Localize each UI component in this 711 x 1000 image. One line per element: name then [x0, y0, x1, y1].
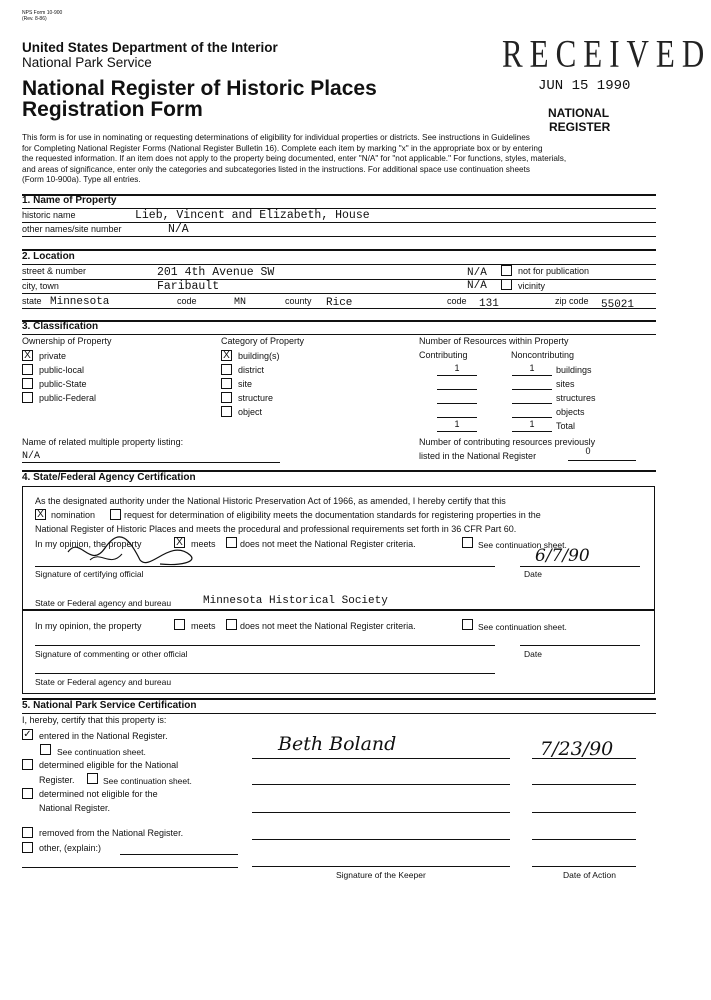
- section-2-title: 2. Location: [22, 251, 75, 262]
- keeper-signature-label: Signature of the Keeper: [336, 870, 426, 880]
- ownership-private-checkbox[interactable]: X: [22, 350, 33, 361]
- determined-eligible-label-1: determined eligible for the National: [39, 760, 179, 770]
- ownership-public-state-label: public-State: [39, 379, 87, 389]
- entered-label: entered in the National Register.: [39, 731, 168, 741]
- related-listing-label: Name of related multiple property listing:: [22, 437, 184, 447]
- sites-label: sites: [556, 379, 575, 389]
- category-buildings-checkbox[interactable]: X: [221, 350, 232, 361]
- state-value: Minnesota: [50, 296, 110, 308]
- county-code-value: 131: [479, 298, 499, 310]
- does-not-meet-label: does not meet the National Register criteria.: [240, 539, 416, 549]
- city-label: city, town: [22, 281, 59, 291]
- county-code-label: code: [447, 296, 467, 306]
- entered-checkbox[interactable]: ✓: [23, 729, 32, 740]
- opinion-text: In my opinion, the property: [35, 539, 142, 549]
- category-structure-checkbox[interactable]: [221, 392, 232, 403]
- stamp-received: RECEIVED: [502, 31, 711, 76]
- page-title: National Register of Historic Places: [22, 77, 377, 100]
- other-names-value: N/A: [168, 223, 189, 236]
- ownership-public-federal-checkbox[interactable]: [22, 392, 33, 403]
- request-determination-checkbox[interactable]: [110, 509, 121, 520]
- category-district-checkbox[interactable]: [221, 364, 232, 375]
- not-for-publication-checkbox[interactable]: [501, 265, 512, 276]
- cert-line-1: As the designated authority under the National Historic Preservation Act of 1966, as amended, I hereby certify that this: [35, 496, 506, 506]
- does-not-meet-2-checkbox[interactable]: [226, 619, 237, 630]
- zip-value: 55021: [601, 299, 635, 311]
- removed-checkbox[interactable]: [22, 827, 33, 838]
- buildings-contributing: 1: [454, 363, 460, 373]
- ownership-private-label: private: [39, 351, 67, 361]
- meets-2-checkbox[interactable]: [174, 619, 185, 630]
- agency-bureau-value: Minnesota Historical Society: [203, 595, 388, 607]
- does-not-meet-2-label: does not meet the National Register criteria.: [240, 621, 416, 631]
- meets-label: meets: [191, 539, 216, 549]
- keeper-certify-text: I, hereby, certify that this property is:: [22, 715, 167, 725]
- nomination-label: nomination: [51, 510, 96, 520]
- nomination-checkbox[interactable]: X: [35, 509, 46, 520]
- meets-2-label: meets: [191, 621, 216, 631]
- section-1-title: 1. Name of Property: [22, 195, 117, 206]
- department-name: United States Department of the Interior: [22, 40, 278, 55]
- street-label: street & number: [22, 266, 87, 276]
- street-value: 201 4th Avenue SW: [157, 266, 275, 279]
- not-eligible-label-1: determined not eligible for the: [39, 789, 158, 799]
- resources-label: Number of Resources within Property: [419, 336, 569, 346]
- category-structure-label: structure: [238, 393, 274, 403]
- previously-listed-value: 0: [585, 446, 591, 456]
- state-code-value: MN: [234, 297, 247, 308]
- total-label: Total: [556, 421, 576, 431]
- cert-line-3: National Register of Historic Places and meets the procedural and professional requirements set forth in 36 CFR Part 60.: [35, 524, 517, 534]
- city-na: N/A: [467, 280, 487, 292]
- determined-eligible-checkbox[interactable]: [22, 759, 33, 770]
- agency-bureau-label: State or Federal agency and bureau: [35, 598, 172, 608]
- date-of-action-label: Date of Action: [563, 870, 616, 880]
- state-code-label: code: [177, 296, 197, 306]
- continuation-sheet-2-checkbox[interactable]: [462, 619, 473, 630]
- stamp-date: JUN 15 1990: [538, 78, 631, 94]
- see-continuation-1-checkbox[interactable]: [40, 744, 51, 755]
- vicinity-checkbox[interactable]: [501, 279, 512, 290]
- see-continuation-2-label: See continuation sheet.: [103, 776, 192, 786]
- total-noncontributing: 1: [529, 419, 535, 429]
- objects-label: objects: [556, 407, 585, 417]
- page-subtitle: Registration Form: [22, 98, 203, 121]
- action-date: 7/23/90: [540, 738, 614, 760]
- see-continuation-2-checkbox[interactable]: [87, 773, 98, 784]
- category-site-label: site: [238, 379, 253, 389]
- county-value: Rice: [326, 297, 353, 309]
- other-checkbox[interactable]: [22, 842, 33, 853]
- category-label: Category of Property: [221, 336, 305, 346]
- ownership-label: Ownership of Property: [22, 336, 112, 346]
- total-contributing: 1: [454, 419, 460, 429]
- previously-listed-label-2: listed in the National Register: [419, 451, 537, 461]
- category-site-checkbox[interactable]: [221, 378, 232, 389]
- vicinity-label: vicinity: [518, 281, 546, 291]
- cert-date-label: Date: [524, 569, 542, 579]
- other-label: other, (explain:): [39, 843, 102, 853]
- ownership-public-local-checkbox[interactable]: [22, 364, 33, 375]
- keeper-signature: Beth Boland: [278, 733, 397, 755]
- not-eligible-checkbox[interactable]: [22, 788, 33, 799]
- city-value: Faribault: [157, 280, 220, 293]
- category-buildings-label: building(s): [238, 351, 280, 361]
- county-label: county: [285, 296, 312, 306]
- ownership-public-federal-label: public-Federal: [39, 393, 97, 403]
- determined-eligible-label-2: Register.: [39, 775, 75, 785]
- other-names-label: other names/site number: [22, 224, 122, 234]
- zip-label: zip code: [555, 296, 589, 306]
- category-object-label: object: [238, 407, 263, 417]
- continuation-sheet-label: See continuation sheet.: [478, 540, 567, 550]
- historic-name-value: Lieb, Vincent and Elizabeth, House: [135, 209, 370, 222]
- related-listing-value: N/A: [22, 451, 41, 462]
- certification-date: 6/7/90: [535, 546, 590, 566]
- not-eligible-label-2: National Register.: [39, 803, 111, 813]
- contributing-label: Contributing: [419, 350, 468, 360]
- continuation-sheet-checkbox[interactable]: [462, 537, 473, 548]
- continuation-sheet-2-label: See continuation sheet.: [478, 622, 567, 632]
- ownership-public-state-checkbox[interactable]: [22, 378, 33, 389]
- does-not-meet-checkbox[interactable]: [226, 537, 237, 548]
- noncontributing-label: Noncontributing: [511, 350, 575, 360]
- commenting-signature-label: Signature of commenting or other official: [35, 649, 188, 659]
- stamp-register: REGISTER: [549, 120, 611, 134]
- form-revision: (Rev. 8-86): [22, 16, 47, 22]
- commenting-date-label: Date: [524, 649, 542, 659]
- category-district-label: district: [238, 365, 265, 375]
- stamp-national: NATIONAL: [548, 106, 610, 120]
- agency-bureau-2-label: State or Federal agency and bureau: [35, 677, 172, 687]
- section-5-title: 5. National Park Service Certification: [22, 700, 197, 711]
- form-number: NPS Form 10-900: [22, 10, 63, 16]
- buildings-noncontributing: 1: [529, 363, 535, 373]
- not-for-publication-label: not for publication: [518, 266, 590, 276]
- opinion-2-text: In my opinion, the property: [35, 621, 142, 631]
- agency-name: National Park Service: [22, 55, 152, 70]
- meets-checkbox[interactable]: X: [174, 537, 185, 548]
- buildings-label: buildings: [556, 365, 592, 375]
- structures-label: structures: [556, 393, 596, 403]
- see-continuation-1-label: See continuation sheet.: [57, 747, 146, 757]
- ownership-public-local-label: public-local: [39, 365, 85, 375]
- certifying-signature-label: Signature of certifying official: [35, 569, 144, 579]
- category-object-checkbox[interactable]: [221, 406, 232, 417]
- request-determination-text: request for determination of eligibility meets the documentation standards for registering properties in the: [124, 510, 541, 520]
- intro-instructions: This form is for use in nominating or requesting determinations of eligibility for individual properties or districts. See instructions in Guidelines for Completing National Register Forms (National Register Bulletin 16). Complete each item by marking "x" in the appropriate box or by entering the requested information. If an item does not apply to the property being documented, enter "N/A" for "not applicable." For functions, styles, materials, and areas of significance, enter only the categories and subcategories listed in the instructions. For additional space use continuation sheets (Form 10-900a). Type all entries.: [22, 133, 567, 184]
- state-label: state: [22, 296, 42, 306]
- historic-name-label: historic name: [22, 210, 76, 220]
- previously-listed-label-1: Number of contributing resources previously: [419, 437, 596, 447]
- section-3-title: 3. Classification: [22, 321, 99, 332]
- street-na: N/A: [467, 267, 487, 279]
- section-4-title: 4. State/Federal Agency Certification: [22, 472, 196, 483]
- removed-label: removed from the National Register.: [39, 828, 184, 838]
